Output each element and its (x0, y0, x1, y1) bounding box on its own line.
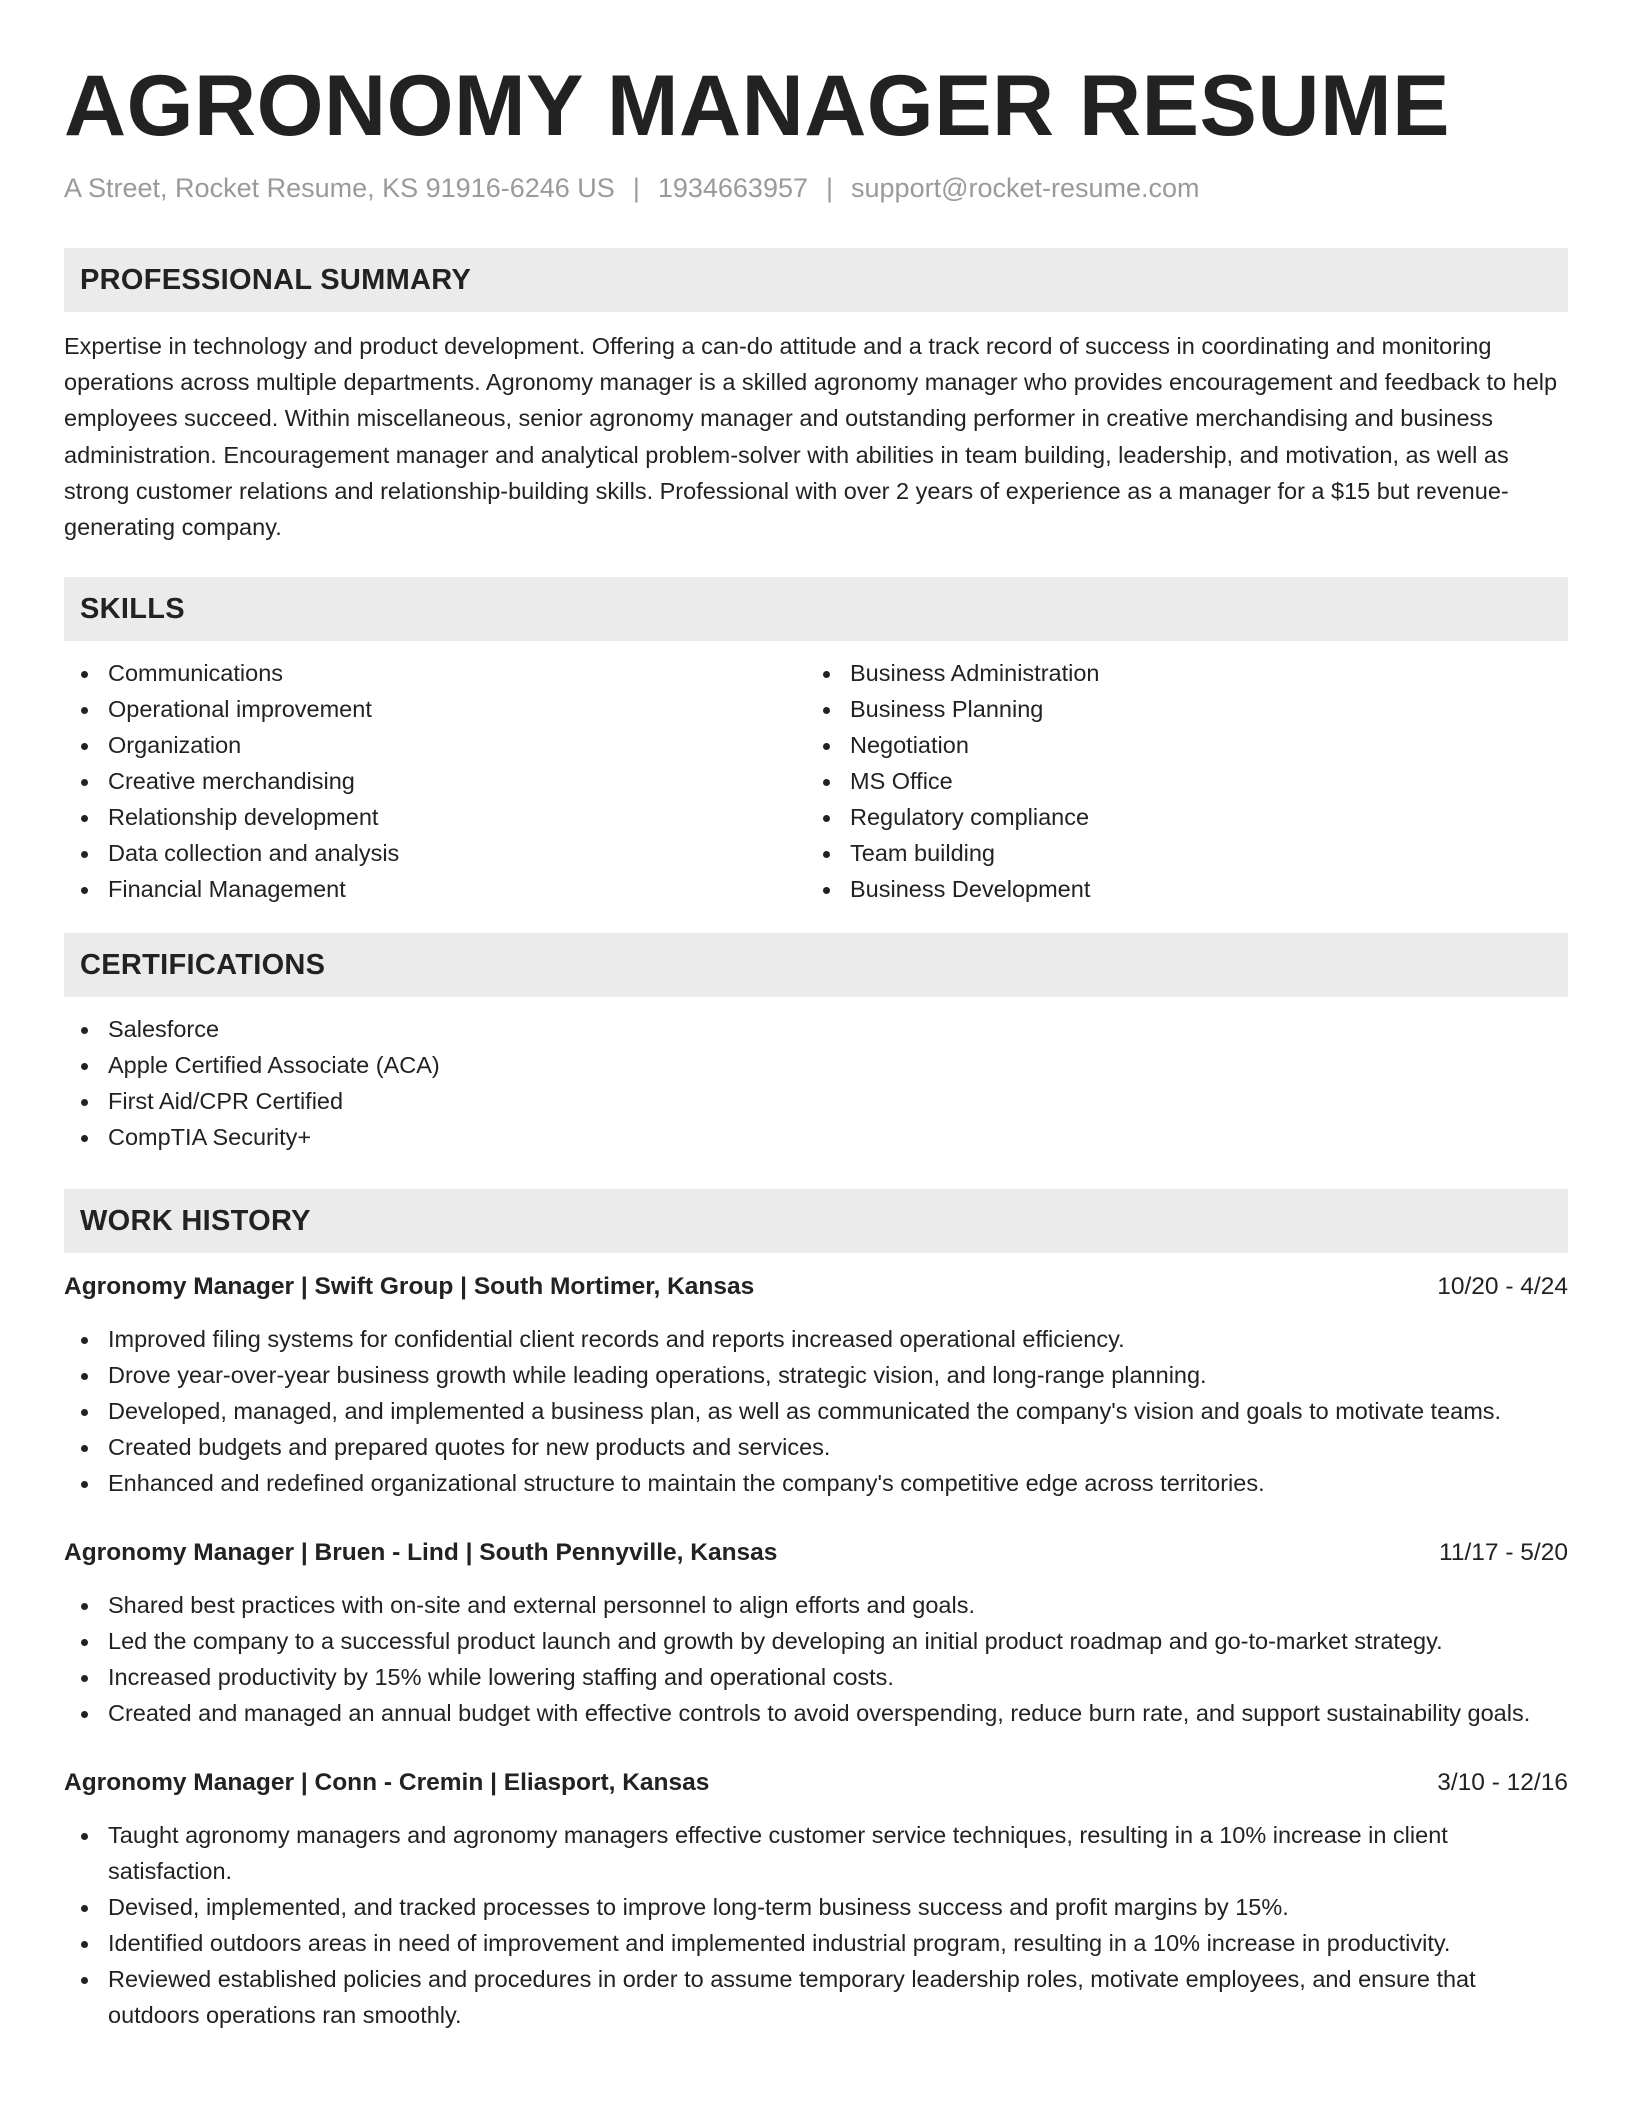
skill-item: Negotiation (806, 727, 1548, 763)
skill-item: Business Planning (806, 691, 1548, 727)
contact-separator: | (632, 173, 640, 203)
section-header-certifications: CERTIFICATIONS (64, 933, 1568, 997)
certification-item: First Aid/CPR Certified (64, 1083, 1568, 1119)
skill-item: Business Development (806, 871, 1548, 907)
contact-line (64, 170, 1568, 206)
certifications-list (64, 1011, 1568, 1155)
contact-address: A Street, Rocket Resume, KS 91916-6246 US (64, 173, 615, 203)
skill-item: Business Administration (806, 655, 1548, 691)
job-bullet: Identified outdoors areas in need of improvement and implemented industrial program, resulting in a 10% increase in productivity. (64, 1925, 1568, 1961)
skill-item: Communications (64, 655, 806, 691)
job-bullets (64, 1817, 1568, 2033)
job-bullet: Devised, implemented, and tracked processes to improve long-term business success and profit margins by 15%. (64, 1889, 1568, 1925)
contact-email[interactable]: support@rocket-resume.com (851, 173, 1200, 203)
job-bullets (64, 1587, 1568, 1731)
job-bullet: Enhanced and redefined organizational structure to maintain the company's competitive edge across territories. (64, 1465, 1568, 1501)
job-title: Agronomy Manager | Swift Group | South Mortimer, Kansas (64, 1273, 755, 1301)
job-header (64, 1269, 1568, 1305)
job-entry (64, 1765, 1568, 2033)
job-bullet: Drove year-over-year business growth while leading operations, strategic vision, and long-range planning. (64, 1357, 1568, 1393)
job-entry (64, 1269, 1568, 1501)
skill-item: Data collection and analysis (64, 835, 806, 871)
contact-phone: 1934663957 (657, 173, 808, 203)
job-bullet: Led the company to a successful product launch and growth by developing an initial product roadmap and go-to-market strategy. (64, 1623, 1568, 1659)
summary-text: Expertise in technology and product development. Offering a can-do attitude and a track record of success in coordinating and monitoring operations across multiple departments. Agronomy manager is a skilled agronomy manager who provides encouragement and feedback to help employees succeed. Within miscellaneous, senior agronomy manager and outstanding performer in creative merchandising and business administration. Encouragement manager and analytical problem-solver with abilities in team building, leadership, and motivation, as well as strong customer relations and relationship-building skills. Professional with over 2 years of experience as a manager for a $15 but revenue-generating company. (64, 333, 1558, 541)
skill-item: MS Office (806, 763, 1548, 799)
skills-column-left (64, 655, 806, 907)
job-bullet: Created budgets and prepared quotes for new products and services. (64, 1429, 1568, 1465)
skill-item: Regulatory compliance (806, 799, 1548, 835)
job-bullet: Shared best practices with on-site and external personnel to align efforts and goals. (64, 1587, 1568, 1623)
job-title: Agronomy Manager | Conn - Cremin | Eliasport, Kansas (64, 1769, 710, 1797)
job-dates: 3/10 - 12/16 (1437, 1769, 1568, 1797)
job-bullet: Improved filing systems for confidential client records and reports increased operational efficiency. (64, 1321, 1568, 1357)
skill-item: Team building (806, 835, 1548, 871)
skill-item: Financial Management (64, 871, 806, 907)
job-entry (64, 1535, 1568, 1731)
page-title: AGRONOMY MANAGER RESUME (64, 58, 1450, 154)
job-bullet: Reviewed established policies and procedures in order to assume temporary leadership roles, motivate employees, and ensure that outdoors operations ran smoothly. (64, 1961, 1568, 2033)
job-bullet: Created and managed an annual budget with effective controls to avoid overspending, reduce burn rate, and support sustainability goals. (64, 1695, 1568, 1731)
resume-page (64, 0, 1568, 2033)
job-bullet: Developed, managed, and implemented a business plan, as well as communicated the company's vision and goals to motivate teams. (64, 1393, 1568, 1429)
job-header (64, 1765, 1568, 1801)
job-bullet: Taught agronomy managers and agronomy managers effective customer service techniques, resulting in a 10% increase in client satisfaction. (64, 1817, 1568, 1889)
job-title: Agronomy Manager | Bruen - Lind | South Pennyville, Kansas (64, 1539, 778, 1567)
skill-item: Operational improvement (64, 691, 806, 727)
job-bullet: Increased productivity by 15% while lowering staffing and operational costs. (64, 1659, 1568, 1695)
contact-separator: | (826, 173, 834, 203)
section-header-work-history: WORK HISTORY (64, 1189, 1568, 1253)
certification-item: Apple Certified Associate (ACA) (64, 1047, 1568, 1083)
skill-item: Creative merchandising (64, 763, 806, 799)
skill-item: Organization (64, 727, 806, 763)
job-dates: 11/17 - 5/20 (1439, 1539, 1568, 1567)
skill-item: Relationship development (64, 799, 806, 835)
job-bullets (64, 1321, 1568, 1501)
job-header (64, 1535, 1568, 1571)
skills-list (64, 655, 1568, 907)
section-header-summary: PROFESSIONAL SUMMARY (64, 248, 1568, 312)
section-header-skills: SKILLS (64, 577, 1568, 641)
certification-item: Salesforce (64, 1011, 1568, 1047)
skills-column-right (806, 655, 1548, 907)
certification-item: CompTIA Security+ (64, 1119, 1568, 1155)
job-dates: 10/20 - 4/24 (1437, 1273, 1568, 1301)
